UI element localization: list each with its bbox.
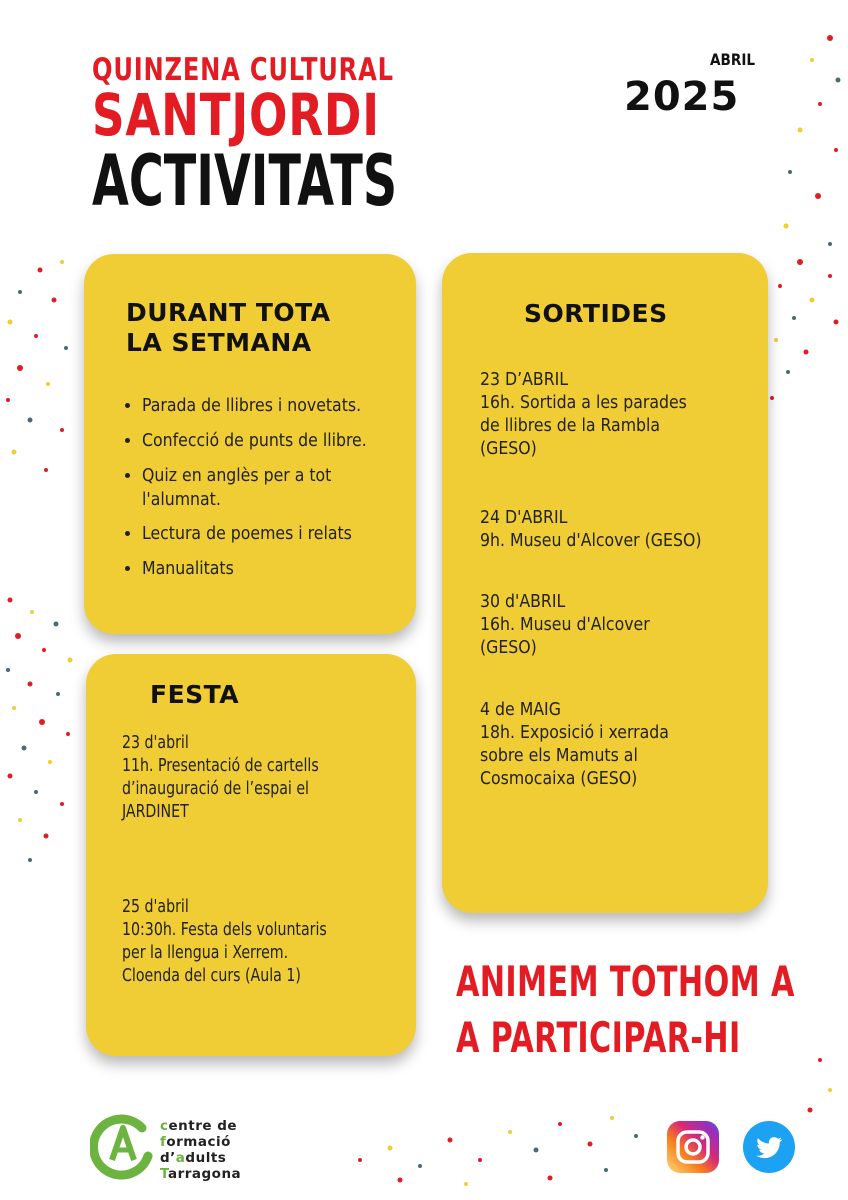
trip-date: 30 d'ABRIL [480, 592, 566, 612]
party-line: d’inauguració de l’espai el [122, 779, 310, 799]
trip-line: sobre els Mamuts al [480, 746, 638, 766]
logo-line: centre de [160, 1118, 238, 1134]
trip-entry [480, 369, 780, 461]
week-heading-line1: DURANT TOTA [126, 298, 331, 327]
trips-card [442, 253, 768, 913]
trip-line: 9h. Museu d'Alcover (GESO) [480, 531, 702, 551]
party-line: 11h. Presentació de cartells [122, 756, 319, 776]
logo-a-icon [90, 1104, 160, 1184]
trip-line: Cosmocaixa (GESO) [480, 769, 638, 789]
week-list [112, 394, 442, 592]
week-heading-line2: LA SETMANA [126, 328, 312, 357]
week-activities-card [84, 254, 416, 634]
party-line: 10:30h. Festa dels voluntaris [122, 920, 327, 940]
party-line: Cloenda del curs (Aula 1) [122, 966, 301, 986]
trip-date: 23 D’ABRIL [480, 370, 569, 390]
year-label: 2025 [624, 74, 740, 120]
list-item: • Parada de llibres i novetats. [142, 394, 442, 418]
cta-line1: ANIMEM TOTHOM A [456, 957, 795, 1006]
list-item: • Manualitats [142, 557, 442, 581]
twitter-icon[interactable] [742, 1120, 796, 1174]
trip-date: 4 de MAIG [480, 700, 561, 720]
trip-date: 24 D'ABRIL [480, 508, 568, 528]
title-line2: SANTJORDI [92, 81, 380, 149]
week-heading [126, 298, 331, 358]
party-date: 25 d'abril [122, 897, 189, 917]
trip-line: (GESO) [480, 638, 537, 658]
trip-line: 18h. Exposició i xerrada [480, 723, 669, 743]
trip-line: 16h. Sortida a les parades [480, 393, 687, 413]
party-card [86, 654, 416, 1056]
party-entry [122, 732, 410, 824]
trip-line: 16h. Museu d'Alcover [480, 615, 650, 635]
party-heading: FESTA [150, 680, 240, 709]
list-item: • Quiz en anglès per a tot l'alumnat. [142, 464, 372, 512]
logo-line: Tarragona [160, 1166, 242, 1182]
cta-line2: A PARTICIPAR-HI [456, 1013, 741, 1062]
title-line3: ACTIVITATS [92, 140, 398, 222]
party-line: per la llengua i Xerrem. [122, 943, 289, 963]
school-logo [90, 1104, 270, 1184]
trip-line: de llibres de la Rambla [480, 416, 661, 436]
party-date: 23 d'abril [122, 733, 189, 753]
trips-heading: SORTIDES [524, 299, 668, 328]
list-item: • Lectura de poemes i relats [142, 522, 442, 546]
list-item: • Confecció de punts de llibre. [142, 429, 442, 453]
trip-entry [480, 699, 780, 791]
logo-line: formació [160, 1134, 231, 1150]
title-line1: QUINZENA CULTURAL [92, 52, 394, 88]
trip-line: (GESO) [480, 439, 537, 459]
logo-text [160, 1118, 241, 1182]
party-entry [122, 896, 410, 988]
call-to-action [456, 954, 795, 1066]
party-line: JARDINET [122, 802, 189, 822]
logo-line: d’adults [160, 1150, 227, 1166]
instagram-icon[interactable] [666, 1120, 720, 1174]
month-label: ABRIL [710, 50, 756, 69]
trip-entry [480, 507, 780, 553]
trip-entry [480, 591, 780, 660]
